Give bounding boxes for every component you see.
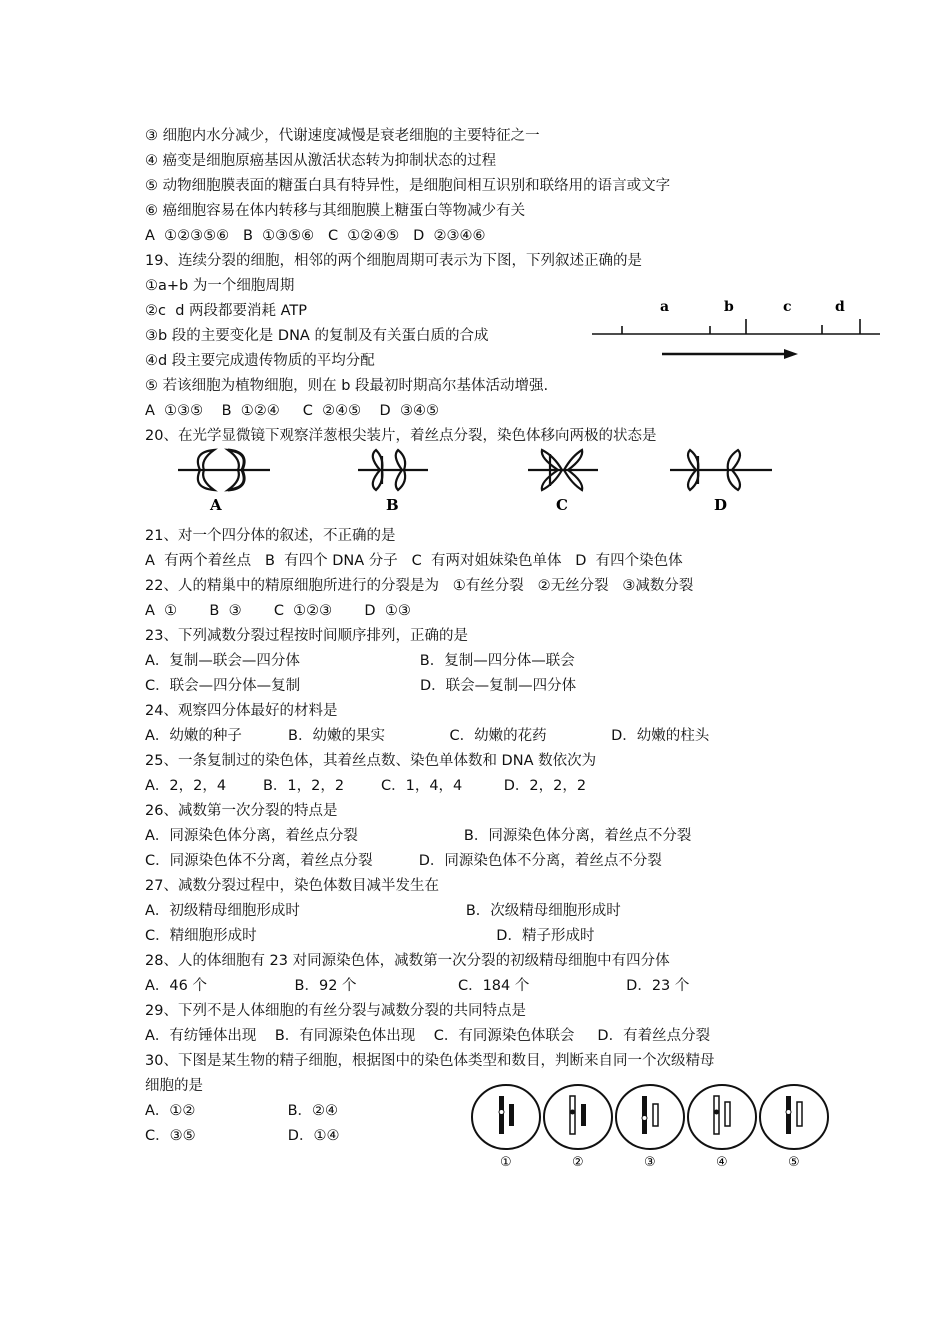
chromosome-option-d [670,450,772,490]
q27-options-ab: A．初级精母细胞形成时 B．次级精母细胞形成时 [145,903,621,919]
cycle-label-a: a [660,299,670,315]
q27-stem: 27、减数分裂过程中，染色体数目减半发生在 [145,878,439,894]
cycle-label-d: d [835,299,845,315]
q23-options-cd: C．联会—四分体—复制 D．联会—复制—四分体 [145,678,577,694]
q30-options-cd: C．③⑤ D．①④ [145,1128,340,1144]
q19-statement-4: ④d 段主要完成遗传物质的平均分配 [145,353,375,369]
sperm-cell-3 [616,1085,684,1149]
sperm-cell-5 [760,1085,828,1149]
q19-options: A ①③⑤ B ①②④ C ②④⑤ D ③④⑤ [145,403,439,419]
sperm-label-3: ③ [644,1155,656,1170]
chromosome-label-b: B [386,496,399,514]
statement-4: ④ 癌变是细胞原癌基因从激活状态转为抑制状态的过程 [145,153,497,169]
q27-options-cd: C．精细胞形成时 D．精子形成时 [145,928,595,944]
q19-statement-5: ⑤ 若该细胞为植物细胞，则在 b 段最初时期高尔基体活动增强. [145,378,549,394]
q30-stem-continued: 细胞的是 [145,1078,203,1094]
sperm-label-4: ④ [716,1155,728,1170]
statement-3: ③ 细胞内水分减少，代谢速度减慢是衰老细胞的主要特征之一 [145,128,540,144]
q29-options: A．有纺锤体出现 B．有同源染色体出现 C．有同源染色体联会 D．有着丝点分裂 [145,1028,711,1044]
q21-options: A 有两个着丝点 B 有四个 DNA 分子 C 有两对姐妹染色单体 D 有四个染色体 [145,553,683,569]
cycle-label-c: c [783,299,792,315]
sperm-label-1: ① [500,1155,512,1170]
q30-options-ab: A．①② B．②④ [145,1103,339,1119]
sperm-label-2: ② [572,1155,584,1170]
sperm-cell-1 [472,1085,540,1149]
q25-options: A．2，2，4 B．1，2，2 C．1，4，4 D．2，2，2 [145,778,587,794]
sperm-cell-4 [688,1085,756,1149]
sperm-cell-2 [544,1085,612,1149]
q21-stem: 21、对一个四分体的叙述，不正确的是 [145,528,396,544]
q22-options: A ① B ③ C ①②③ D ①③ [145,603,411,619]
chromosome-option-c [528,450,598,490]
q25-stem: 25、一条复制过的染色体，其着丝点数、染色单体数和 DNA 数依次为 [145,753,597,769]
statement-5: ⑤ 动物细胞膜表面的糖蛋白具有特异性，是细胞间相互识别和联络用的语言或文字 [145,178,671,194]
q26-options-ab: A．同源染色体分离，着丝点分裂 B．同源染色体分离，着丝点不分裂 [145,828,692,844]
q26-options-cd: C．同源染色体不分离，着丝点分裂 D．同源染色体不分离，着丝点不分裂 [145,853,662,869]
sperm-cells-figure [470,1082,840,1172]
cell-cycle-figure [590,292,890,367]
chromosome-option-a [178,450,270,490]
q28-stem: 28、人的体细胞有 23 对同源染色体，减数第一次分裂的初级精母细胞中有四分体 [145,953,670,969]
q19-stem: 19、连续分裂的细胞，相邻的两个细胞周期可表示为下图，下列叙述正确的是 [145,253,642,269]
q18-options: A ①②③⑤⑥ B ①③⑤⑥ C ①②④⑤ D ②③④⑥ [145,228,486,244]
q26-stem: 26、减数第一次分裂的特点是 [145,803,338,819]
chromosome-movement-figure [170,446,790,516]
statement-6: ⑥ 癌细胞容易在体内转移与其细胞膜上糖蛋白等物减少有关 [145,203,526,219]
chromosome-label-c: C [556,496,568,514]
q19-statement-3: ③b 段的主要变化是 DNA 的复制及有关蛋白质的合成 [145,328,489,344]
q30-stem: 30、下图是某生物的精子细胞，根据图中的染色体类型和数目，判断来自同一个次级精母 [145,1053,715,1069]
chromosome-label-a: A [210,496,222,514]
q29-stem: 29、下列不是人体细胞的有丝分裂与减数分裂的共同特点是 [145,1003,526,1019]
q19-statement-1: ①a+b 为一个细胞周期 [145,278,295,294]
q24-options: A．幼嫩的种子 B．幼嫩的果实 C．幼嫩的花药 D．幼嫩的柱头 [145,728,710,744]
cycle-label-b: b [724,299,734,315]
q24-stem: 24、观察四分体最好的材料是 [145,703,338,719]
sperm-label-5: ⑤ [788,1155,800,1170]
chromosome-label-d: D [714,496,728,514]
q22-stem: 22、人的精巢中的精原细胞所进行的分裂是为 ①有丝分裂 ②无丝分裂 ③减数分裂 [145,578,694,594]
q23-options-ab: A．复制—联会—四分体 B．复制—四分体—联会 [145,653,575,669]
chromosome-option-b [358,450,428,490]
q28-options: A．46 个 B．92 个 C．184 个 D．23 个 [145,978,690,994]
q23-stem: 23、下列减数分裂过程按时间顺序排列，正确的是 [145,628,468,644]
q19-statement-2: ②c d 两段都要消耗 ATP [145,303,308,319]
q20-stem: 20、在光学显微镜下观察洋葱根尖装片，着丝点分裂，染色体移向两极的状态是 [145,428,657,444]
